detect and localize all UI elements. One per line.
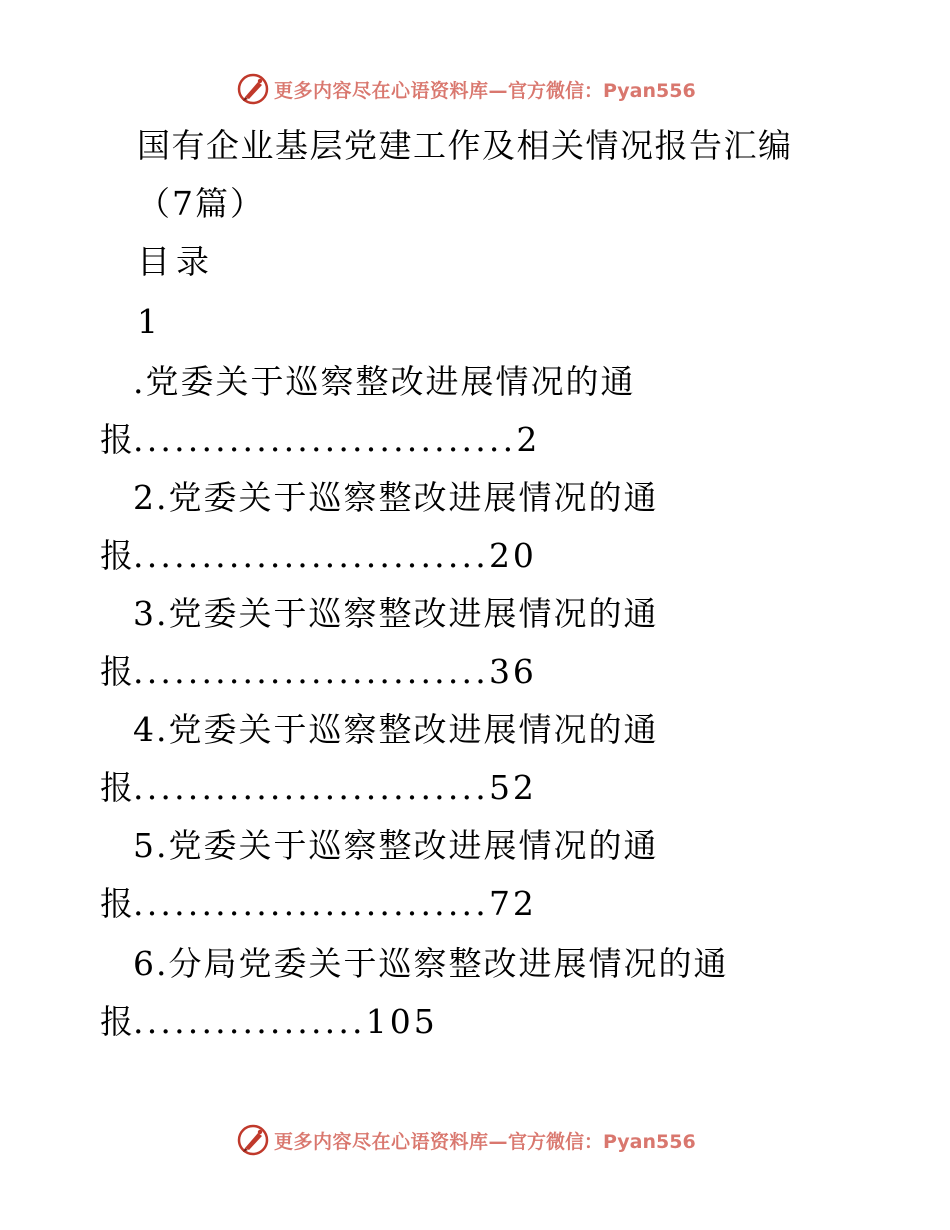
toc-entry-4-dots: ..........................	[133, 768, 489, 807]
header-banner-wechat: 官方微信：Pyan556	[508, 79, 696, 102]
toc-entry-3-title: 3.党委关于巡察整改进展情况的通	[133, 594, 659, 633]
toc-entry-4-page-line	[100, 768, 537, 808]
toc-entry-2-page-line	[100, 536, 537, 576]
toc-entry-5-start: 报	[100, 884, 133, 923]
toc-entry-1-title: .党委关于巡察整改进展情况的通	[133, 362, 636, 401]
header-banner-text: 更多内容尽在心语资料库—	[274, 79, 509, 102]
footer-banner-text: 更多内容尽在心语资料库—	[274, 1130, 509, 1153]
toc-entry-1-page: 2	[516, 420, 541, 459]
toc-entry-4-page: 52	[488, 768, 537, 807]
footer-banner-wechat: 官方微信：Pyan556	[508, 1130, 696, 1153]
toc-entry-5-page: 72	[488, 884, 537, 923]
toc-entry-2-title: 2.党委关于巡察整改进展情况的通	[133, 478, 659, 517]
toc-entry-2-page: 20	[488, 536, 537, 575]
toc-entry-6-page: 105	[365, 1002, 438, 1041]
document-title: 国有企业基层党建工作及相关情况报告汇编	[137, 126, 793, 165]
toc-entry-3-page: 36	[488, 652, 537, 691]
footer-banner	[236, 1123, 696, 1157]
toc-entry-3-start: 报	[100, 652, 133, 691]
toc-entry-5-title: 5.党委关于巡察整改进展情况的通	[133, 826, 659, 865]
toc-entry-1-start: 报	[100, 420, 133, 459]
document-title-count: （7篇）	[137, 184, 265, 223]
toc-entry-4-title: 4.党委关于巡察整改进展情况的通	[133, 710, 659, 749]
toc-first-number: 1	[137, 302, 160, 341]
toc-entry-5-dots: ..........................	[133, 884, 489, 923]
toc-entry-6-title: 6.分局党委关于巡察整改进展情况的通	[133, 944, 729, 983]
toc-entry-1-page-line	[100, 420, 540, 460]
toc-entry-6-page-line	[100, 1002, 438, 1042]
header-banner	[236, 72, 696, 106]
toc-entry-5-page-line	[100, 884, 537, 924]
toc-entry-4-start: 报	[100, 768, 133, 807]
pen-logo-icon	[236, 72, 270, 106]
toc-entry-6-start: 报	[100, 1002, 133, 1041]
pen-logo-icon	[236, 1123, 270, 1157]
toc-entry-6-dots: .................	[133, 1002, 366, 1041]
toc-entry-2-start: 报	[100, 536, 133, 575]
toc-entry-2-dots: ..........................	[133, 536, 489, 575]
toc-heading: 目录	[137, 242, 215, 281]
toc-entry-3-page-line	[100, 652, 537, 692]
toc-entry-3-dots: ..........................	[133, 652, 489, 691]
toc-entry-1-dots: ............................	[133, 420, 517, 459]
